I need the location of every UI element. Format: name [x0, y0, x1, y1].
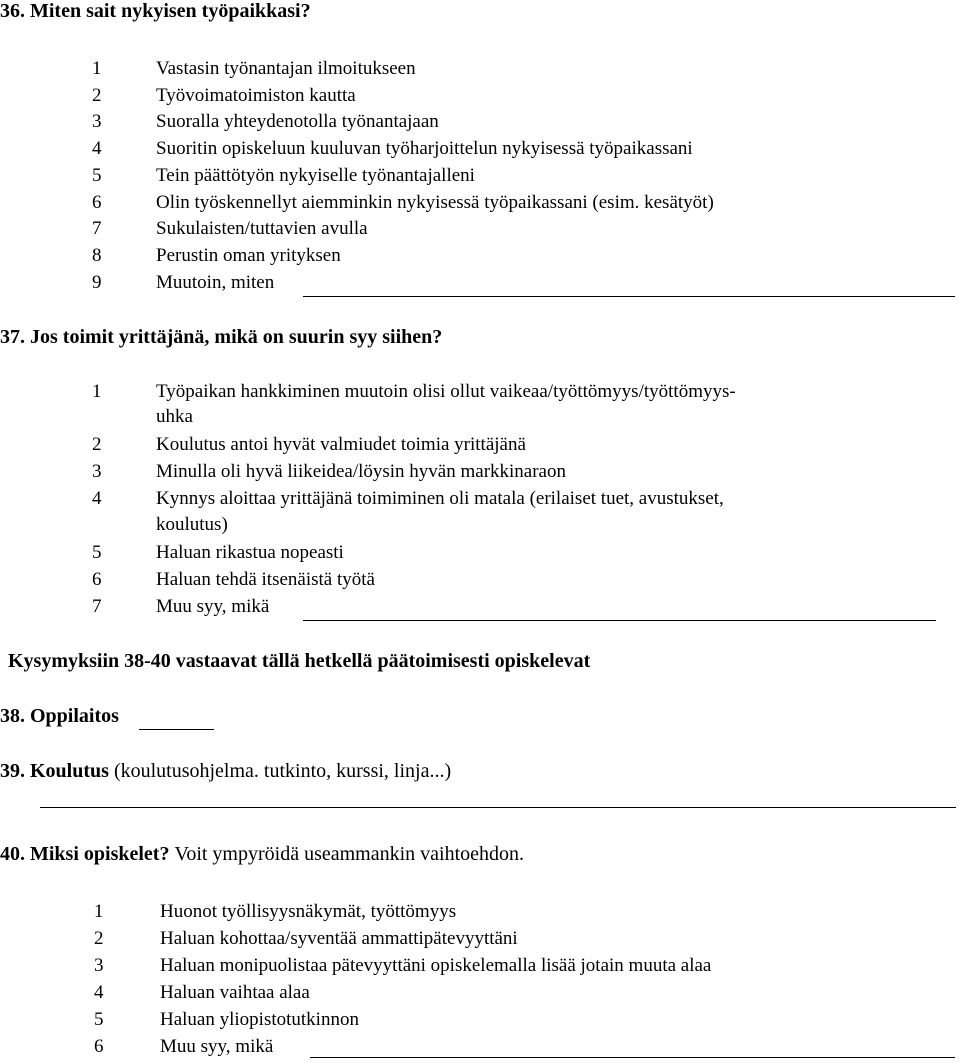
- q37-option-text-cont: uhka: [156, 406, 193, 427]
- q40-option-num: 3: [94, 955, 104, 976]
- q40-other-answer-line[interactable]: [310, 1057, 955, 1058]
- q38-title: 38. Oppilaitos: [0, 705, 119, 727]
- q40-option-text: Haluan vaihtaa alaa: [160, 982, 310, 1003]
- q37-option-text: Kynnys aloittaa yrittäjänä toimiminen oli matala (erilaiset tuet, avustukset,: [156, 488, 724, 509]
- q40-option-num: 2: [94, 928, 104, 949]
- q37-option-num: 5: [92, 542, 102, 563]
- q39-answer-line[interactable]: [40, 807, 956, 808]
- q40-option-num: 5: [94, 1009, 104, 1030]
- q37-option-text: Työpaikan hankkiminen muutoin olisi ollut vaikeaa/työttömyys/työttömyys-: [156, 381, 736, 402]
- q36-option-num: 3: [92, 111, 102, 132]
- q37-option-num: 3: [92, 461, 102, 482]
- q36-option-num: 5: [92, 165, 102, 186]
- q36-option-num: 2: [92, 85, 102, 106]
- q40-note: Voit ympyröidä useammankin vaihtoehdon.: [174, 843, 525, 865]
- q37-option-text: Koulutus antoi hyvät valmiudet toimia yrittäjänä: [156, 434, 526, 455]
- q40-option-text: Huonot työllisyysnäkymät, työttömyys: [160, 901, 457, 922]
- q36-option-text: Olin työskennellyt aiemminkin nykyisessä työpaikassani (esim. kesätyöt): [156, 192, 714, 213]
- q36-option-num: 8: [92, 245, 102, 266]
- q36-option-text: Perustin oman yrityksen: [156, 245, 341, 266]
- q36-option-num: 7: [92, 218, 102, 239]
- q37-option-num: 7: [92, 596, 102, 617]
- q36-option-text: Suoritin opiskeluun kuuluvan työharjoittelun nykyisessä työpaikassani: [156, 138, 693, 159]
- q36-option-text: Tein päättötyön nykyiselle työnantajalleni: [156, 165, 475, 186]
- q37-option-text: Haluan rikastua nopeasti: [156, 542, 344, 563]
- q40-option-text: Haluan yliopistotutkinnon: [160, 1009, 359, 1030]
- q36-option-text: Suoralla yhteydenotolla työnantajaan: [156, 111, 439, 132]
- q36-option-num: 6: [92, 192, 102, 213]
- q37-option-num: 1: [92, 381, 102, 402]
- q36-option-text: Vastasin työnantajan ilmoitukseen: [156, 58, 416, 79]
- q37-option-text-cont: koulutus): [156, 514, 228, 535]
- q40-option-num: 4: [94, 982, 104, 1003]
- q37-title: 37. Jos toimit yrittäjänä, mikä on suurin syy siihen?: [0, 326, 443, 348]
- q36-option-num: 4: [92, 138, 102, 159]
- q37-option-text: Minulla oli hyvä liikeidea/löysin hyvän markkinaraon: [156, 461, 566, 482]
- q40-option-text: Haluan kohottaa/syventää ammattipätevyyttäni: [160, 928, 518, 949]
- q36-other-answer-line[interactable]: [303, 296, 955, 297]
- q36-title: 36. Miten sait nykyisen työpaikkasi?: [0, 0, 311, 22]
- q40-option-num: 6: [94, 1036, 104, 1057]
- q40-option-num: 1: [94, 901, 104, 922]
- q37-option-num: 4: [92, 488, 102, 509]
- q39-note: (koulutusohjelma. tutkinto, kurssi, linja...): [113, 760, 452, 782]
- q36-option-num: 1: [92, 58, 102, 79]
- q36-option-text: Työvoimatoimiston kautta: [156, 85, 356, 106]
- q36-option-text: Muutoin, miten: [156, 272, 275, 293]
- q40-option-text: Muu syy, mikä: [160, 1036, 274, 1057]
- q37-other-answer-line[interactable]: [303, 620, 936, 621]
- section-note: Kysymyksiin 38-40 vastaavat tällä hetkellä päätoimisesti opiskelevat: [8, 650, 591, 672]
- q38-answer-line[interactable]: [139, 729, 214, 730]
- q39-title: 39. Koulutus: [0, 760, 109, 782]
- q40-title: 40. Miksi opiskelet?: [0, 843, 170, 865]
- q37-option-num: 2: [92, 434, 102, 455]
- q36-option-num: 9: [92, 272, 102, 293]
- q37-option-text: Haluan tehdä itsenäistä työtä: [156, 569, 375, 590]
- q40-option-text: Haluan monipuolistaa pätevyyttäni opiskelemalla lisää jotain muuta alaa: [160, 955, 712, 976]
- q37-option-text: Muu syy, mikä: [156, 596, 270, 617]
- q36-option-text: Sukulaisten/tuttavien avulla: [156, 218, 368, 239]
- q37-option-num: 6: [92, 569, 102, 590]
